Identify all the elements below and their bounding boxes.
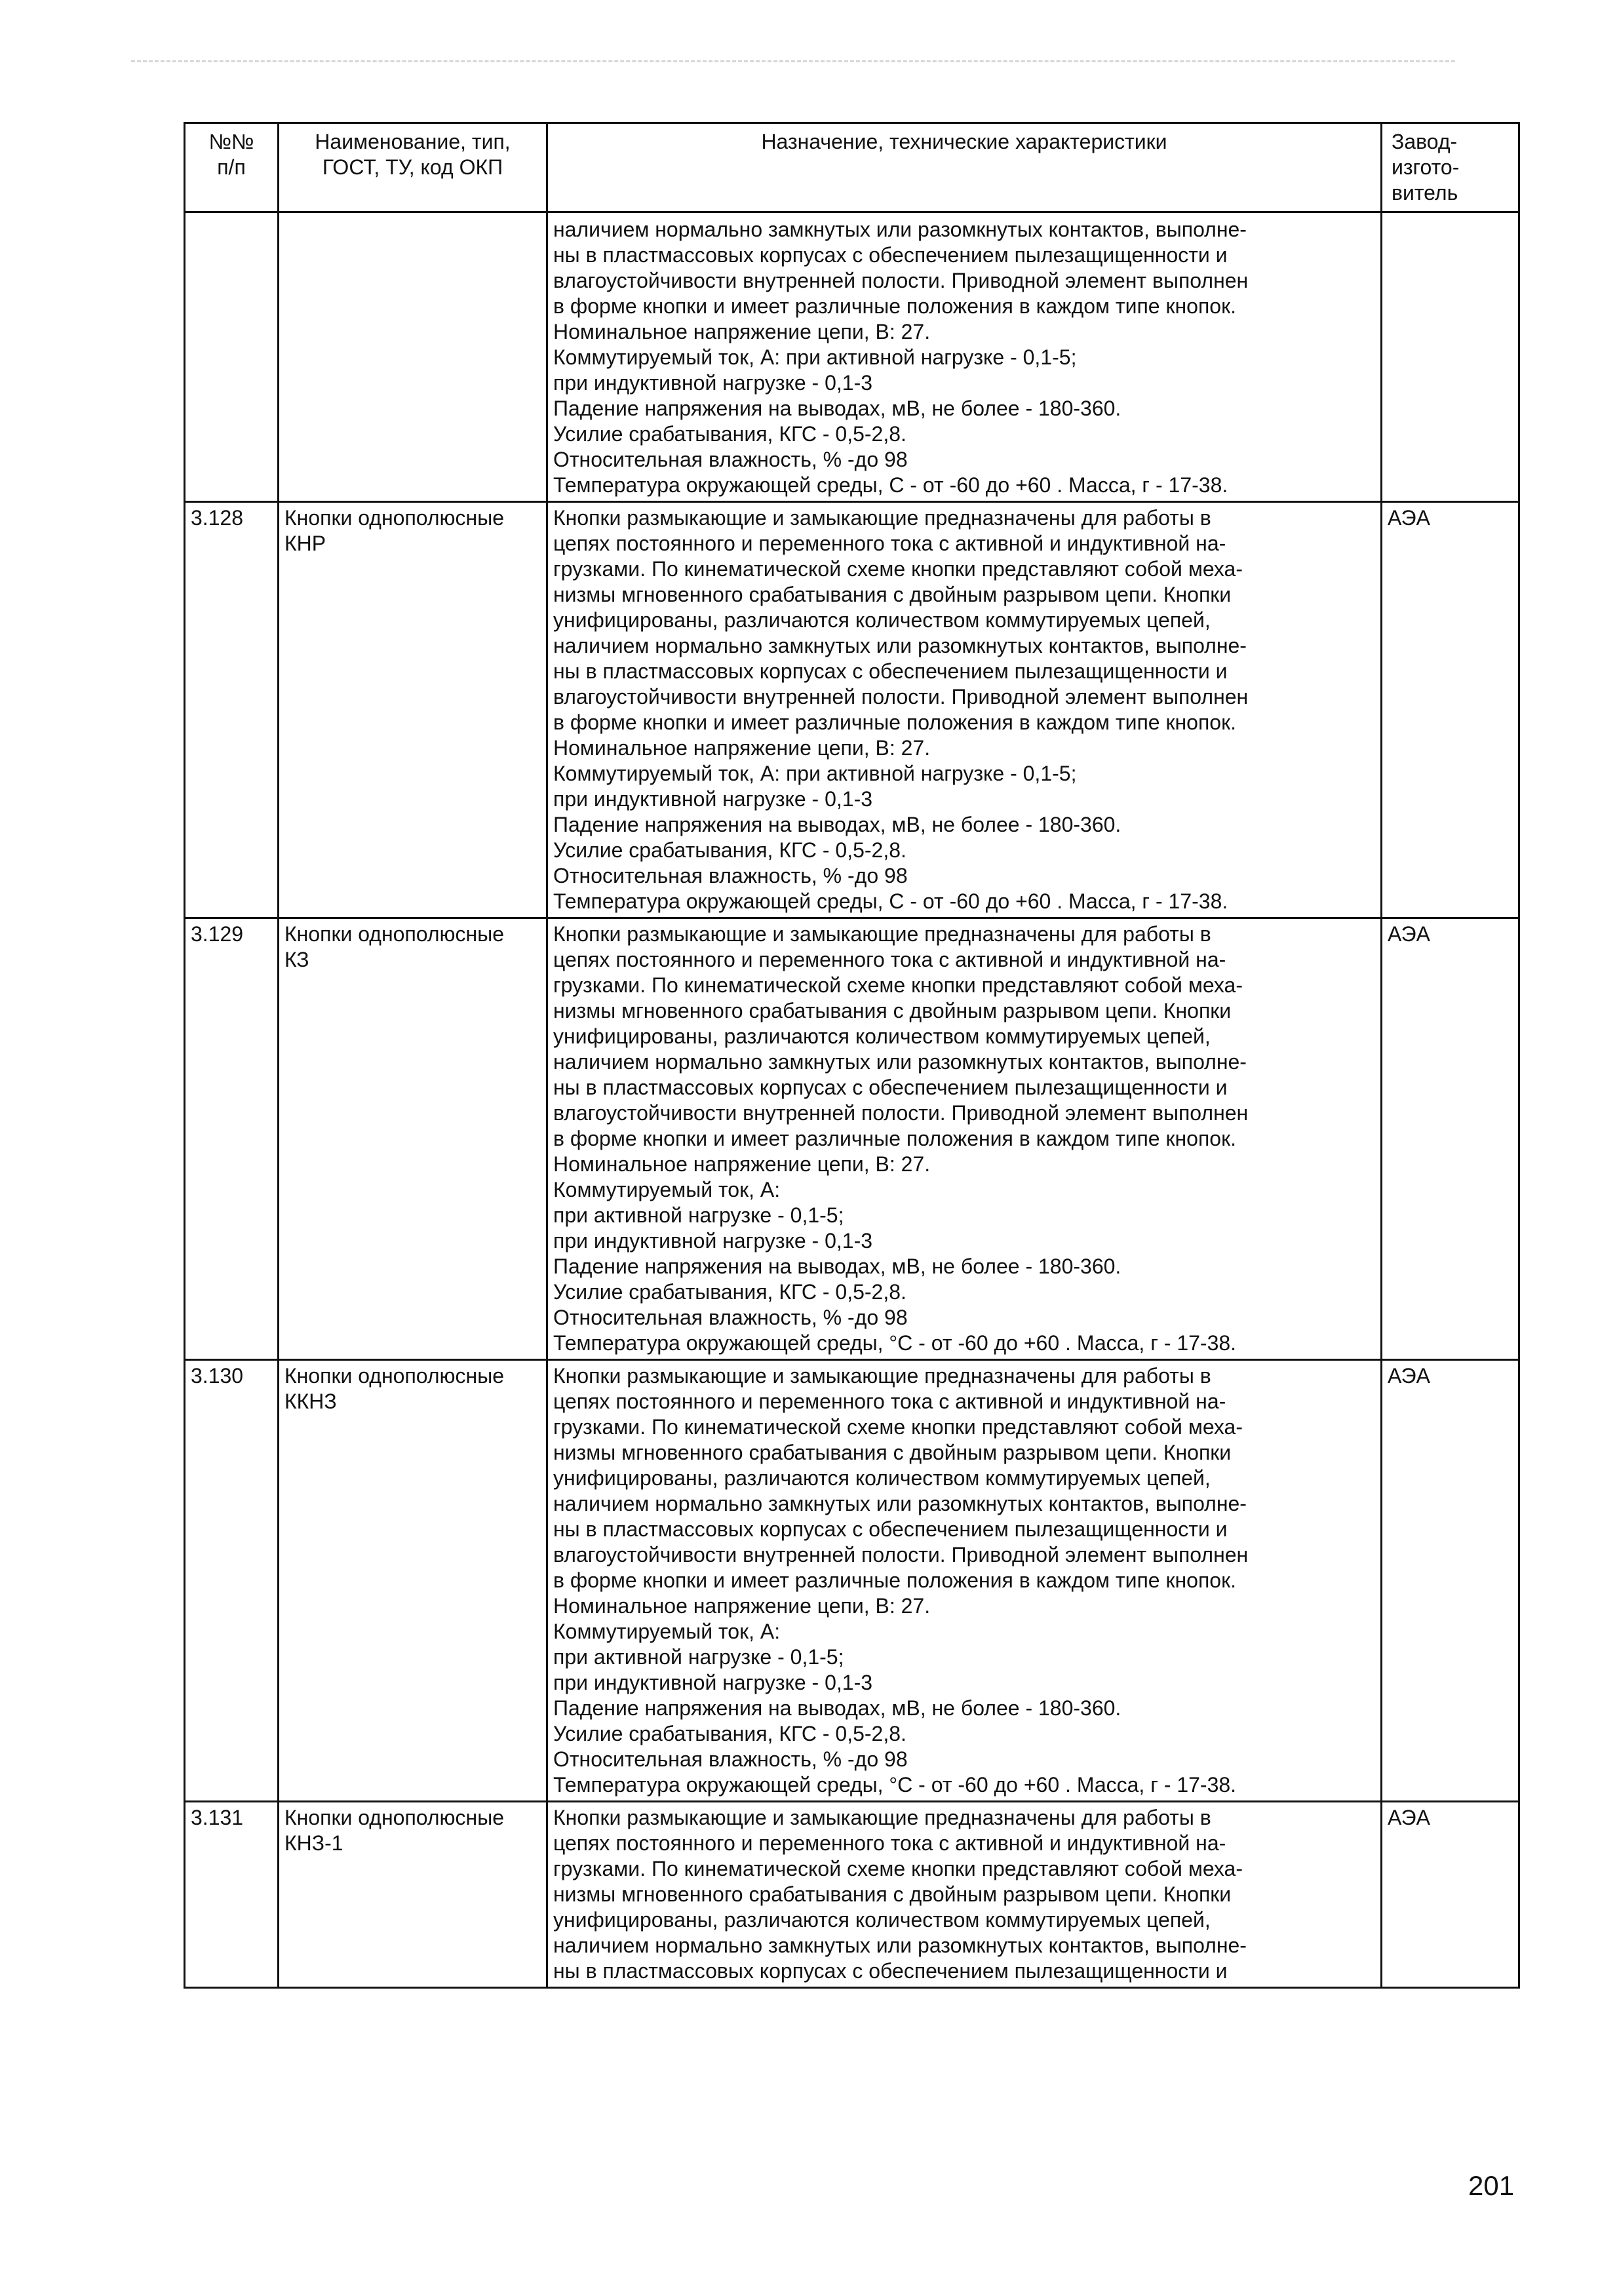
description-line: унифицированы, различаются количеством коммутируемых цепей,	[553, 1024, 1211, 1048]
table-row	[185, 1802, 1519, 1988]
description-line: ны в пластмассовых корпусах с обеспечением пылезащищенности и	[553, 1517, 1228, 1541]
description-line: цепях постоянного и переменного тока с активной и индуктивной на-	[553, 1831, 1226, 1855]
description-line: Падение напряжения на выводах, мВ, не более - 180-360.	[553, 1696, 1121, 1720]
header-num: №№ п/п	[185, 123, 279, 212]
name-line: Кнопки однополюсные	[284, 506, 504, 530]
description-line: Относительная влажность, % -до 98	[553, 1306, 908, 1329]
description-line: наличием нормально замкнутых или разомкнутых контактов, выполне-	[553, 1050, 1247, 1074]
description-line: унифицированы, различаются количеством коммутируемых цепей,	[553, 608, 1211, 632]
description-line: Номинальное напряжение цепи, В: 27.	[553, 1594, 931, 1618]
name-line: Кнопки однополюсные	[284, 1364, 504, 1388]
spec-table-container	[184, 122, 1518, 1989]
description-line: Температура окружающей среды, С - от -60 до +60 . Масса, г - 17-38.	[553, 889, 1228, 913]
description-line: Температура окружающей среды, °С - от -60 до +60 . Масса, г - 17-38.	[553, 1773, 1237, 1797]
description-line: грузками. По кинематической схеме кнопки представляют собой меха-	[553, 1857, 1243, 1880]
description-line: наличием нормально замкнутых или разомкнутых контактов, выполне-	[553, 634, 1247, 657]
page-number: 201	[1468, 2170, 1515, 2201]
description-line: Падение напряжения на выводах, мВ, не более - 180-360.	[553, 1255, 1121, 1278]
description-line: Усилие срабатывания, КГС - 0,5-2,8.	[553, 1722, 906, 1745]
description-line: Кнопки размыкающие и замыкающие предназначены для работы в	[553, 1364, 1211, 1388]
description-line: наличием нормально замкнутых или разомкнутых контактов, выполне-	[553, 1934, 1247, 1957]
spec-table	[184, 122, 1520, 1989]
cell-description	[547, 502, 1382, 918]
cell-name	[279, 1802, 547, 1988]
description-line: при индуктивной нагрузке - 0,1-3	[553, 1671, 873, 1694]
table-row	[185, 918, 1519, 1360]
description-line: ны в пластмассовых корпусах с обеспечением пылезащищенности и	[553, 1959, 1228, 1983]
table-row	[185, 502, 1519, 918]
description-line: низмы мгновенного срабатывания с двойным разрывом цепи. Кнопки	[553, 1882, 1232, 1906]
description-line: цепях постоянного и переменного тока с активной и индуктивной на-	[553, 532, 1226, 555]
header-purpose: Назначение, технические характеристики	[547, 123, 1382, 212]
cell-name	[279, 918, 547, 1360]
description-line: при индуктивной нагрузке - 0,1-3	[553, 787, 873, 811]
description-line: Номинальное напряжение цепи, В: 27.	[553, 320, 931, 343]
name-line: Кнопки однополюсные	[284, 922, 504, 946]
description-line: Кнопки размыкающие и замыкающие предназначены для работы в	[553, 506, 1211, 530]
description-line: грузками. По кинематической схеме кнопки представляют собой меха-	[553, 973, 1243, 997]
cell-description	[547, 212, 1382, 502]
description-line: Температура окружающей среды, С - от -60 до +60 . Масса, г - 17-38.	[553, 473, 1228, 497]
cell-name	[279, 1360, 547, 1802]
cell-maker	[1382, 212, 1519, 502]
description-line: ны в пластмассовых корпусах с обеспечением пылезащищенности и	[553, 243, 1228, 267]
cell-description	[547, 918, 1382, 1360]
cell-maker: АЭА	[1382, 1802, 1519, 1988]
description-line: Падение напряжения на выводах, мВ, не более - 180-360.	[553, 397, 1121, 420]
cell-num	[185, 212, 279, 502]
description-line: при индуктивной нагрузке - 0,1-3	[553, 371, 873, 395]
description-line: влагоустойчивости внутренней полости. Приводной элемент выполнен	[553, 269, 1249, 292]
table-row	[185, 212, 1519, 502]
description-line: Коммутируемый ток, А: при активной нагрузке - 0,1-5;	[553, 345, 1077, 369]
description-line: грузками. По кинематической схеме кнопки представляют собой меха-	[553, 1415, 1243, 1439]
cell-maker: АЭА	[1382, 1360, 1519, 1802]
description-line: Коммутируемый ток, А:	[553, 1620, 781, 1643]
cell-name	[279, 212, 547, 502]
description-line: цепях постоянного и переменного тока с активной и индуктивной на-	[553, 948, 1226, 971]
table-body	[185, 212, 1519, 1988]
description-line: Усилие срабатывания, КГС - 0,5-2,8.	[553, 1280, 906, 1304]
description-line: Номинальное напряжение цепи, В: 27.	[553, 1152, 931, 1176]
description-line: в форме кнопки и имеет различные положения в каждом типе кнопок.	[553, 1568, 1236, 1592]
description-line: в форме кнопки и имеет различные положения в каждом типе кнопок.	[553, 710, 1236, 734]
description-line: низмы мгновенного срабатывания с двойным разрывом цепи. Кнопки	[553, 1441, 1232, 1464]
cell-description	[547, 1802, 1382, 1988]
description-line: влагоустойчивости внутренней полости. Приводной элемент выполнен	[553, 1543, 1249, 1566]
description-line: Коммутируемый ток, А:	[553, 1178, 781, 1201]
description-line: наличием нормально замкнутых или разомкнутых контактов, выполне-	[553, 218, 1247, 241]
description-line: влагоустойчивости внутренней полости. Приводной элемент выполнен	[553, 1101, 1249, 1125]
description-line: при активной нагрузке - 0,1-5;	[553, 1203, 844, 1227]
description-line: Коммутируемый ток, А: при активной нагрузке - 0,1-5;	[553, 762, 1077, 785]
description-line: наличием нормально замкнутых или разомкнутых контактов, выполне-	[553, 1492, 1247, 1515]
description-line: при индуктивной нагрузке - 0,1-3	[553, 1229, 873, 1253]
name-line: КНЗ-1	[284, 1831, 343, 1855]
description-line: Относительная влажность, % -до 98	[553, 864, 908, 887]
description-line: Кнопки размыкающие и замыкающие предназначены для работы в	[553, 922, 1211, 946]
cell-description	[547, 1360, 1382, 1802]
description-line: Относительная влажность, % -до 98	[553, 1747, 908, 1771]
description-line: низмы мгновенного срабатывания с двойным разрывом цепи. Кнопки	[553, 999, 1232, 1022]
description-line: Усилие срабатывания, КГС - 0,5-2,8.	[553, 422, 906, 446]
description-line: Усилие срабатывания, КГС - 0,5-2,8.	[553, 838, 906, 862]
description-line: Падение напряжения на выводах, мВ, не более - 180-360.	[553, 813, 1121, 836]
description-line: унифицированы, различаются количеством коммутируемых цепей,	[553, 1466, 1211, 1490]
name-line: КНР	[284, 532, 326, 555]
cell-maker: АЭА	[1382, 918, 1519, 1360]
header-maker: Завод- изгото- витель	[1382, 123, 1519, 212]
scan-artifact	[131, 60, 1455, 65]
description-line: в форме кнопки и имеет различные положения в каждом типе кнопок.	[553, 294, 1236, 318]
name-line: ККНЗ	[284, 1390, 337, 1413]
name-line: КЗ	[284, 948, 309, 971]
description-line: Кнопки размыкающие и замыкающие предназначены для работы в	[553, 1806, 1211, 1829]
cell-num: 3.129	[185, 918, 279, 1360]
cell-name	[279, 502, 547, 918]
description-line: цепях постоянного и переменного тока с активной и индуктивной на-	[553, 1390, 1226, 1413]
cell-num: 3.130	[185, 1360, 279, 1802]
cell-maker: АЭА	[1382, 502, 1519, 918]
cell-num: 3.128	[185, 502, 279, 918]
description-line: ны в пластмассовых корпусах с обеспечением пылезащищенности и	[553, 659, 1228, 683]
description-line: ны в пластмассовых корпусах с обеспечением пылезащищенности и	[553, 1076, 1228, 1099]
table-header-row	[185, 123, 1519, 212]
name-line: Кнопки однополюсные	[284, 1806, 504, 1829]
description-line: Температура окружающей среды, °С - от -60 до +60 . Масса, г - 17-38.	[553, 1331, 1237, 1355]
description-line: унифицированы, различаются количеством коммутируемых цепей,	[553, 1908, 1211, 1932]
description-line: в форме кнопки и имеет различные положения в каждом типе кнопок.	[553, 1127, 1236, 1150]
description-line: низмы мгновенного срабатывания с двойным разрывом цепи. Кнопки	[553, 583, 1232, 606]
description-line: при активной нагрузке - 0,1-5;	[553, 1645, 844, 1669]
description-line: влагоустойчивости внутренней полости. Приводной элемент выполнен	[553, 685, 1249, 709]
table-row	[185, 1360, 1519, 1802]
cell-num: 3.131	[185, 1802, 279, 1988]
description-line: грузками. По кинематической схеме кнопки представляют собой меха-	[553, 557, 1243, 581]
header-name: Наименование, тип, ГОСТ, ТУ, код ОКП	[279, 123, 547, 212]
description-line: Относительная влажность, % -до 98	[553, 448, 908, 471]
description-line: Номинальное напряжение цепи, В: 27.	[553, 736, 931, 760]
